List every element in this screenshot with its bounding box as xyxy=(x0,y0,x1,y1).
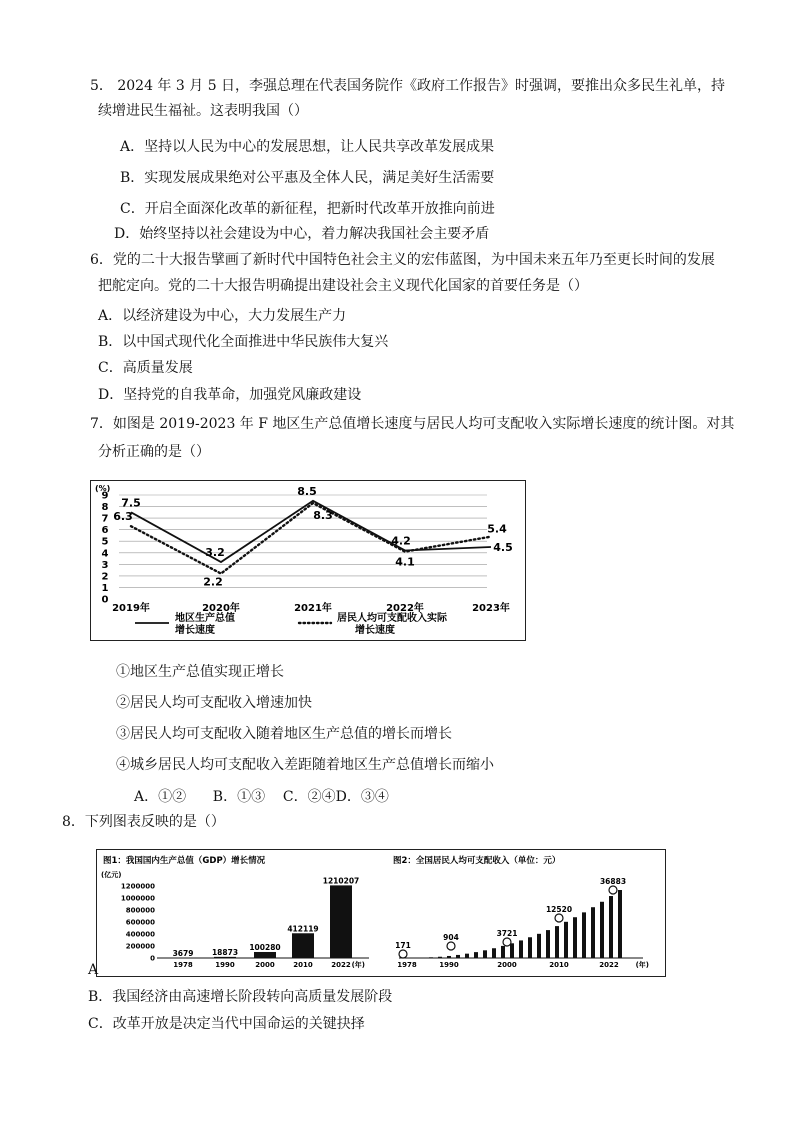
q5-option-b: B．实现发展成果绝对公平惠及全体人民，满足美好生活需要 xyxy=(120,170,495,186)
chart1-bar-label: 3679 xyxy=(172,948,194,958)
chart2-bar xyxy=(492,948,496,958)
chart2-value-label: 171 xyxy=(395,941,411,950)
q8-stem: 8．下列图表反映的是（） xyxy=(62,814,225,830)
data-label: 3.2 xyxy=(205,546,225,560)
chart1-x-tick: 1978 xyxy=(173,961,193,969)
y-tick-label: 3 xyxy=(101,559,109,571)
chart2-bar xyxy=(519,940,523,958)
q6-option-d: D．坚持党的自我革命，加强党风廉政建设 xyxy=(98,387,362,403)
q7-statement-2: ②居民人均可支配收入增速加快 xyxy=(116,695,312,711)
q6-stem-line1: 6．党的二十大报告擘画了新时代中国特色社会主义的宏伟蓝图，为中国未来五年乃至更长时间的发展 xyxy=(90,252,715,268)
chart2-x-unit: (年) xyxy=(635,961,649,969)
q7-options: A．①② B．①③ C．②④D．③④ xyxy=(134,789,389,805)
chart2-point-marker xyxy=(447,942,455,950)
q6-option-c: C．高质量发展 xyxy=(98,360,193,376)
y-tick-label: 1 xyxy=(101,582,109,594)
y-tick-label: 2 xyxy=(101,571,109,583)
chart2-bar xyxy=(537,934,541,958)
q6-option-b: B．以中国式现代化全面推进中华民族伟大复兴 xyxy=(98,334,389,350)
chart1-bar xyxy=(292,933,314,958)
y-tick-label: 6 xyxy=(101,525,109,537)
y-axis-unit: (%) xyxy=(95,484,111,493)
chart1-bar xyxy=(330,885,352,958)
legend-label: 增长速度 xyxy=(175,625,215,636)
y-tick-label: 5 xyxy=(101,536,109,548)
chart2-bar xyxy=(591,907,595,958)
legend-label: 增长速度 xyxy=(355,625,395,636)
chart1-x-tick: 2022 xyxy=(331,961,351,969)
q7-statement-1: ①地区生产总值实现正增长 xyxy=(116,664,284,680)
x-tick-label: 2020年 xyxy=(202,603,240,614)
q6-option-a: A．以经济建设为中心，大力发展生产力 xyxy=(98,308,347,324)
chart2-value-label: 904 xyxy=(443,933,459,942)
data-label: 5.4 xyxy=(487,522,507,536)
chart2-point-marker xyxy=(555,914,563,922)
chart1-bar-label: 18873 xyxy=(211,947,239,957)
chart2-bar xyxy=(501,946,505,958)
chart1-y-tick: 0 xyxy=(150,954,155,963)
data-label: 2.2 xyxy=(203,575,223,589)
x-tick-label: 2021年 xyxy=(294,603,332,614)
chart2-bar xyxy=(555,926,559,958)
q5-option-d: D．始终坚持以社会建设为中心，着力解决我国社会主要矛盾 xyxy=(114,226,490,242)
q5-stem-line2: 续增进民生福祉。这表明我国（） xyxy=(98,103,308,119)
chart1-x-tick: 2000 xyxy=(255,961,275,969)
chart1-y-tick: 800000 xyxy=(125,906,155,915)
chart1-bar-label: 100280 xyxy=(249,942,281,952)
data-label: 4.2 xyxy=(391,534,411,548)
q8-option-a: A xyxy=(88,962,99,978)
chart1-bar-label: 1210207 xyxy=(322,876,360,886)
bar-chart-figure xyxy=(96,849,666,977)
chart2-value-label: 36883 xyxy=(599,877,627,886)
chart2-bar xyxy=(429,957,433,958)
chart1-x-unit: (年) xyxy=(351,961,365,969)
y-tick-label: 8 xyxy=(101,502,109,514)
chart2-bar xyxy=(600,902,604,958)
chart2-bar xyxy=(456,955,460,958)
chart2-bar xyxy=(573,917,577,958)
chart2-bar xyxy=(474,952,478,958)
x-tick-label: 2023年 xyxy=(472,603,510,614)
q7-statement-4: ④城乡居民人均可支配收入差距随着地区生产总值增长而缩小 xyxy=(116,757,494,773)
chart2-point-marker xyxy=(399,950,407,958)
chart1-bar xyxy=(214,957,236,958)
chart2-bar xyxy=(546,930,550,958)
data-label: 4.1 xyxy=(395,555,415,569)
chart2-x-tick: 1990 xyxy=(439,961,459,969)
data-label: 8.3 xyxy=(313,509,333,523)
q7-stem-line1: 7．如图是 2019-2023 年 F 地区生产总值增长速度与居民人均可支配收入实际增长速度的统计图。对其 xyxy=(90,416,735,432)
q6-stem-line2: 把舵定向。党的二十大报告明确提出建设社会主义现代化国家的首要任务是（） xyxy=(98,278,588,294)
q5-stem-line1: 5． 2024 年 3 月 5 日，李强总理在代表国务院作《政府工作报告》时强调，要推出众多民生礼单，持 xyxy=(90,78,726,94)
chart2-value-label: 12520 xyxy=(545,905,573,914)
q8-option-b: B．我国经济由高速增长阶段转向高质量发展阶段 xyxy=(88,989,393,1005)
series-line xyxy=(131,503,491,573)
chart1-bar xyxy=(254,952,276,958)
chart2-bar xyxy=(447,956,451,958)
legend-label: 居民人均可支配收入实际 xyxy=(337,613,447,624)
y-tick-label: 4 xyxy=(101,548,109,560)
legend-label: 地区生产总值 xyxy=(175,613,235,624)
chart1-y-tick: 1200000 xyxy=(120,882,155,891)
q7-statement-3: ③居民人均可支配收入随着地区生产总值的增长而增长 xyxy=(116,726,452,742)
y-tick-label: 0 xyxy=(101,594,109,606)
line-chart-figure xyxy=(90,480,526,641)
q5-option-c: C．开启全面深化改革的新征程，把新时代改革开放推向前进 xyxy=(120,201,495,217)
data-label: 7.5 xyxy=(121,496,141,510)
chart1-bar-label: 412119 xyxy=(287,924,319,934)
line-chart xyxy=(91,481,525,640)
chart2-bar xyxy=(564,922,568,958)
chart2-title: 图2：全国居民人均可支配收入（单位：元） xyxy=(393,856,561,866)
chart1-y-tick: 200000 xyxy=(125,942,155,951)
data-label: 8.5 xyxy=(297,484,317,498)
chart2-point-marker xyxy=(609,886,617,894)
q5-option-a: A．坚持以人民为中心的发展思想，让人民共享改革发展成果 xyxy=(120,139,495,155)
chart2-x-tick: 2000 xyxy=(497,961,517,969)
chart2-x-tick: 1978 xyxy=(397,961,417,969)
chart1-y-tick: 1000000 xyxy=(120,894,155,903)
chart1-y-tick: 400000 xyxy=(125,930,155,939)
chart2-bar xyxy=(609,896,613,958)
chart2-bar xyxy=(582,912,586,958)
chart2-bar xyxy=(510,943,514,958)
data-label: 6.3 xyxy=(113,510,133,524)
chart2-bar xyxy=(483,950,487,958)
chart2-bar xyxy=(618,890,622,958)
chart2-value-label: 3721 xyxy=(496,929,518,938)
chart1-x-tick: 1990 xyxy=(215,961,235,969)
chart1-title: 图1：我国国内生产总值（GDP）增长情况 xyxy=(103,856,266,866)
x-tick-label: 2022年 xyxy=(386,603,424,614)
chart2-bar xyxy=(438,957,442,958)
chart2-point-marker xyxy=(503,938,511,946)
chart2-x-tick: 2022 xyxy=(599,961,619,969)
bar-charts xyxy=(97,850,665,976)
q8-option-c: C．改革开放是决定当代中国命运的关键抉择 xyxy=(88,1016,365,1032)
chart1-y-tick: 600000 xyxy=(125,918,155,927)
y-tick-label: 9 xyxy=(101,490,109,502)
chart2-bar xyxy=(528,937,532,958)
chart2-bar xyxy=(465,954,469,958)
q7-stem-line2: 分析正确的是（） xyxy=(98,444,210,460)
y-tick-label: 7 xyxy=(101,513,109,525)
chart1-y-unit: (亿元) xyxy=(101,871,122,879)
data-label: 4.5 xyxy=(493,541,513,554)
chart1-x-tick: 2010 xyxy=(293,961,313,969)
x-tick-label: 2019年 xyxy=(112,603,150,614)
chart2-x-tick: 2010 xyxy=(549,961,569,969)
